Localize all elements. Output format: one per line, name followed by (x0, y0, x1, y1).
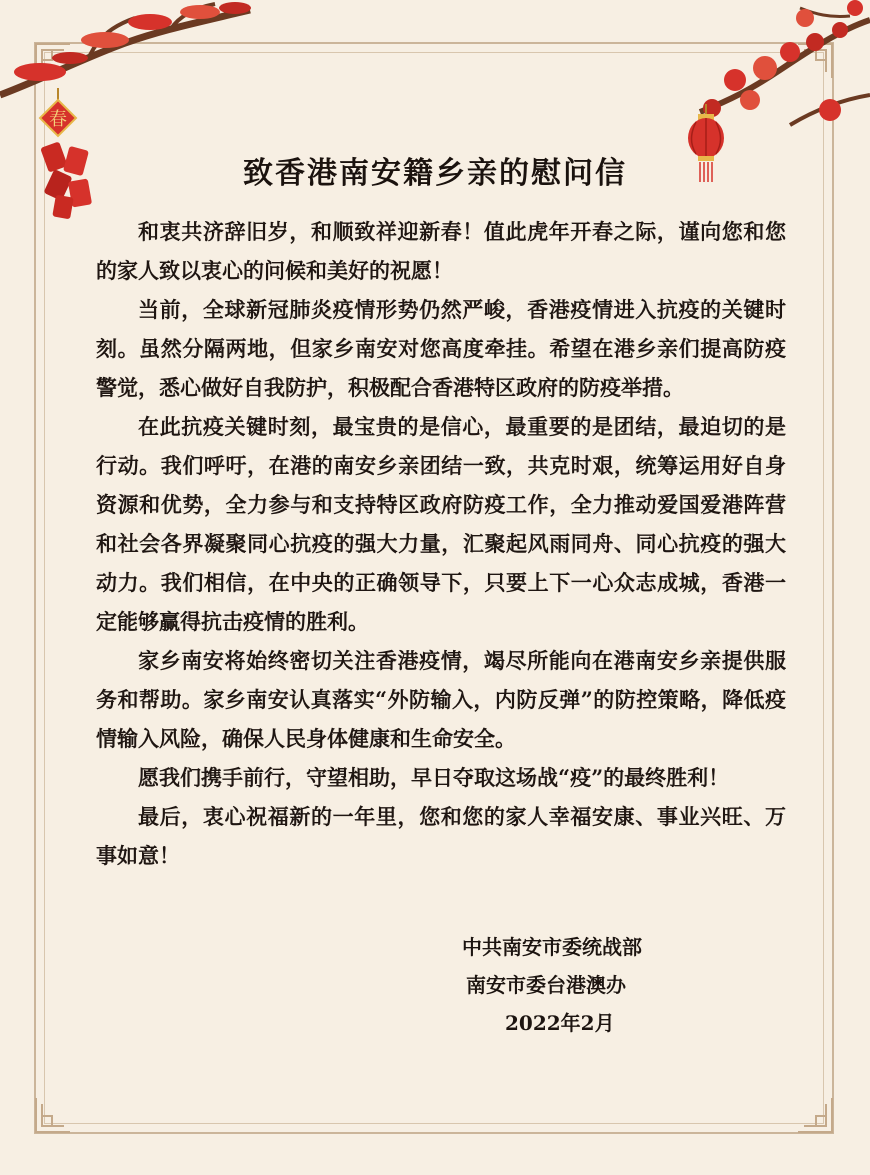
signature-date: 2022年2月 (505, 1011, 615, 1035)
chun-character: 春 (49, 109, 67, 130)
corner-ornament-icon (796, 1096, 834, 1134)
letter-paragraph: 在此抗疫关键时刻，最宝贵的是信心，最重要的是团结，最迫切的是行动。我们呼吁，在港的南安乡亲团结一致，共克时艰，统筹运用好自身资源和优势，全力参与和支持特区政府防疫工作，全力推动爱国爱港阵营和社会各界凝聚同心抗疫的强大力量，汇聚起风雨同舟、同心抗疫的强大动力。我们相信，在中央的正确领导下，只要上下一心众志成城，香港一定能够赢得抗击疫情的胜利。 (96, 414, 786, 634)
letter-paragraph: 和衷共济辞旧岁，和顺致祥迎新春！值此虎年开春之际，谨向您和您的家人致以衷心的问候和美好的祝愿！ (96, 219, 786, 283)
letter-body (96, 212, 786, 875)
letter-paragraph: 愿我们携手前行，守望相助，早日夺取这场战“疫”的最终胜利！ (138, 765, 730, 790)
letter-paragraph: 最后，衷心祝福新的一年里，您和您的家人幸福安康、事业兴旺、万事如意！ (96, 804, 786, 868)
letter-title: 致香港南安籍乡亲的慰问信 (243, 156, 627, 191)
letter-paragraph: 家乡南安将始终密切关注香港疫情，竭尽所能向在港南安乡亲提供服务和帮助。家乡南安认真落实“外防输入，内防反弹”的防控策略，降低疫情输入风险，确保人民身体健康和生命安全。 (96, 648, 786, 751)
signature-org-taiwan-hk-macau-office: 南安市委台港澳办 (466, 973, 626, 997)
plum-branch-right-icon (640, 0, 870, 150)
corner-ornament-icon (34, 1096, 72, 1134)
letter-paragraph: 当前，全球新冠肺炎疫情形势仍然严峻，香港疫情进入抗疫的关键时刻。虽然分隔两地，但家乡南安对您高度牵挂。希望在港乡亲们提高防疫警觉，悉心做好自我防护，积极配合香港特区政府的防疫举措。 (96, 297, 786, 400)
signature-org-united-front: 中共南安市委统战部 (462, 935, 642, 959)
